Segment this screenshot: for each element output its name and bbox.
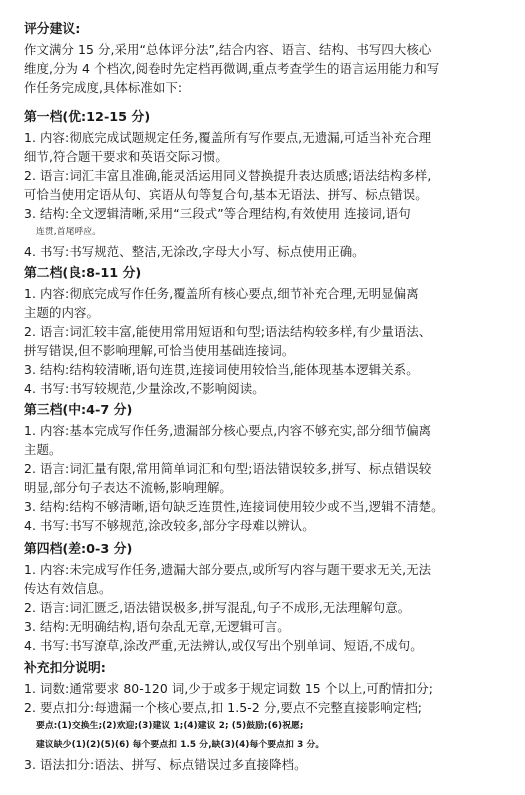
level-line: 连贯,首尾呼应。 bbox=[36, 227, 102, 237]
level-heading: 第四档(差:0-3 分) bbox=[24, 542, 133, 557]
level-line: 4. 书写:书写规范、整洁,无涂改,字母大小写、标点使用正确。 bbox=[24, 244, 365, 259]
level-line: 1. 内容:未完成写作任务,遗漏大部分要点,或所写内容与题干要求无关,无法 bbox=[24, 562, 432, 577]
intro-section bbox=[24, 20, 510, 97]
level-line: 2. 语言:词汇匮乏,语法错误极多,拼写混乱,句子不成形,无法理解句意。 bbox=[24, 600, 411, 615]
key-points-line: 要点:(1)交换生;(2)欢迎;(3)建议 1;(4)建议 2; (5)鼓励;(6)祝愿; bbox=[36, 721, 304, 731]
document-title: 评分建议: bbox=[24, 22, 81, 37]
level-line: 4. 书写:书写不够规范,涂改较多,部分字母难以辨认。 bbox=[24, 518, 315, 533]
level-heading: 第三档(中:4-7 分) bbox=[24, 403, 133, 418]
supplement-line: 2. 要点扣分:每遗漏一个核心要点,扣 1.5-2 分,要点不完整直接影响定档; bbox=[24, 700, 423, 715]
level-line: 4. 书写:书写较规范,少量涂改,不影响阅读。 bbox=[24, 381, 265, 396]
level-line: 拼写错误,但不影响理解,可恰当使用基础连接词。 bbox=[24, 343, 295, 358]
level-line: 2. 语言:词汇量有限,常用简单词汇和句型;语法错误较多,拼写、标点错误较 bbox=[24, 461, 432, 476]
level-line: 传达有效信息。 bbox=[24, 581, 112, 596]
level-line: 可恰当使用定语从句、宾语从句等复合句,基本无语法、拼写、标点错误。 bbox=[24, 187, 428, 202]
intro-line: 作文满分 15 分,采用“总体评分法”,结合内容、语言、结构、书写四大核心 bbox=[24, 42, 432, 57]
level-line: 主题。 bbox=[24, 442, 62, 457]
supplement-line: 1. 词数:通常要求 80-120 词,少于或多于规定词数 15 个以上,可酌情扣分; bbox=[24, 681, 434, 696]
level-4-section bbox=[24, 540, 510, 655]
level-line: 3. 结构:无明确结构,语句杂乱无章,无逻辑可言。 bbox=[24, 619, 290, 634]
level-heading: 第二档(良:8-11 分) bbox=[24, 266, 142, 281]
level-2-section bbox=[24, 264, 510, 398]
level-line: 1. 内容:彻底完成写作任务,覆盖所有核心要点,细节补充合理,无明显偏离 bbox=[24, 286, 419, 301]
level-line: 2. 语言:词汇较丰富,能使用常用短语和句型;语法结构较多样,有少量语法、 bbox=[24, 324, 432, 339]
deduction-rule-line: 建议缺少(1)(2)(5)(6) 每个要点扣 1.5 分,缺(3)(4)每个要点扣 3 分。 bbox=[36, 740, 325, 750]
level-heading: 第一档(优:12-15 分) bbox=[24, 110, 151, 125]
level-line: 3. 结构:结构不够清晰,语句缺乏连贯性,连接词使用较少或不当,逻辑不清楚。 bbox=[24, 499, 444, 514]
supplement-heading: 补充扣分说明: bbox=[24, 661, 106, 676]
supplement-section bbox=[24, 659, 510, 774]
supplement-line: 3. 语法扣分:语法、拼写、标点错误过多直接降档。 bbox=[24, 757, 307, 772]
level-line: 细节,符合题干要求和英语交际习惯。 bbox=[24, 149, 228, 164]
level-3-section bbox=[24, 401, 510, 535]
level-line: 3. 结构:结构较清晰,语句连贯,连接词使用较恰当,能体现基本逻辑关系。 bbox=[24, 362, 419, 377]
level-line: 明显,部分句子表达不流畅,影响理解。 bbox=[24, 480, 232, 495]
level-line: 4. 书写:书写潦草,涂改严重,无法辨认,或仅写出个别单词、短语,不成句。 bbox=[24, 638, 423, 653]
level-line: 1. 内容:彻底完成试题规定任务,覆盖所有写作要点,无遗漏,可适当补充合理 bbox=[24, 130, 432, 145]
level-1-section bbox=[24, 108, 510, 261]
intro-line: 作任务完成度,具体标准如下: bbox=[24, 80, 183, 95]
level-line: 主题的内容。 bbox=[24, 305, 99, 320]
level-line: 2. 语言:词汇丰富且准确,能灵活运用同义替换提升表达质感;语法结构多样, bbox=[24, 168, 432, 183]
intro-line: 维度,分为 4 个档次,阅卷时先定档再微调,重点考查学生的语言运用能力和写 bbox=[24, 61, 440, 76]
level-line: 3. 结构:全文逻辑清晰,采用“三段式”等合理结构,有效使用 连接词,语句 bbox=[24, 206, 411, 221]
level-line: 1. 内容:基本完成写作任务,遗漏部分核心要点,内容不够充实,部分细节偏离 bbox=[24, 423, 432, 438]
